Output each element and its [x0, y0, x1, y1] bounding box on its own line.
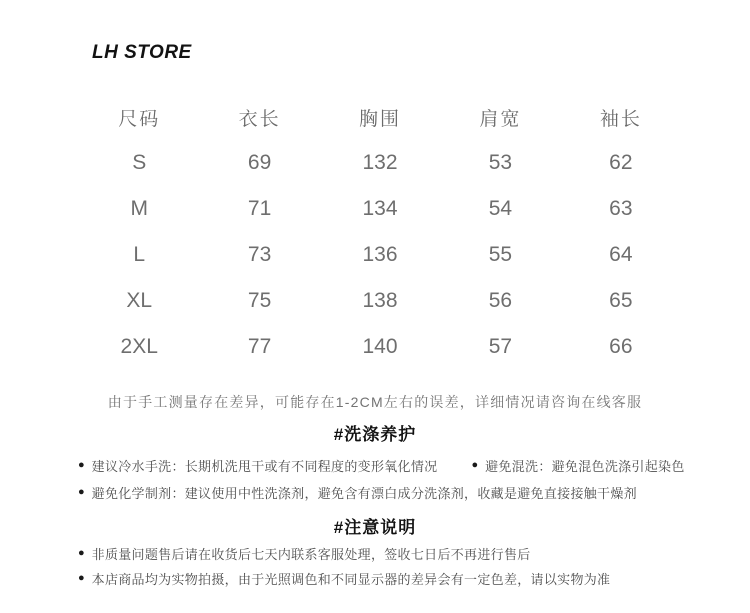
- bullet-icon: ●: [78, 572, 85, 584]
- size-table-cell: 138: [362, 289, 398, 312]
- wash-care-item-text: 避免混洗：避免混色洗涤引起染色: [485, 459, 685, 474]
- size-table-cell: 66: [609, 335, 633, 358]
- bullet-icon: ●: [78, 547, 85, 559]
- size-table-row: [79, 140, 681, 186]
- size-table-cell: 77: [247, 335, 272, 358]
- size-table-cell: 56: [488, 289, 513, 312]
- size-table-row: [79, 186, 681, 232]
- notice-item-text: 本店商品均为实物拍摄，由于光照调色和不同显示器的差异会有一定色差，请以实物为准: [91, 572, 611, 587]
- size-table-header-cell: 尺码: [118, 108, 161, 130]
- size-table-cell: 53: [488, 151, 513, 174]
- notice-line: [78, 569, 610, 588]
- size-table-cell: 2XL: [120, 335, 158, 358]
- size-table-header-cell: 胸围: [359, 108, 402, 130]
- wash-care-item: [471, 456, 684, 475]
- size-table-cell: XL: [126, 289, 153, 312]
- wash-care-line: [78, 456, 685, 475]
- wash-care-item: [78, 483, 637, 502]
- bullet-icon: ●: [78, 459, 85, 471]
- wash-care-item: [78, 456, 437, 475]
- size-table-cell: 134: [362, 197, 398, 220]
- notice-heading: #注意说明: [333, 518, 417, 537]
- size-table-header-cell: 袖长: [599, 108, 642, 130]
- size-table-cell: 57: [488, 335, 513, 358]
- size-table-cell: L: [133, 243, 146, 266]
- size-table-cell: M: [130, 197, 148, 220]
- size-table-row: [79, 278, 681, 324]
- size-table: [79, 94, 681, 370]
- size-table-cell: S: [132, 151, 147, 174]
- wash-care-heading: #洗涤养护: [333, 425, 417, 444]
- notice-line: [78, 544, 531, 563]
- measurement-disclaimer: 由于手工测量存在差异，可能存在1-2CM左右的误差，详细情况请咨询在线客服: [107, 394, 643, 410]
- size-table-cell: 65: [609, 289, 633, 312]
- size-table-cell: 69: [247, 151, 272, 174]
- size-table-cell: 132: [362, 151, 398, 174]
- notice-item-text: 非质量问题售后请在收货后七天内联系客服处理，签收七日后不再进行售后: [91, 547, 531, 562]
- size-table-row: [79, 232, 681, 278]
- size-table-cell: 71: [247, 197, 272, 220]
- size-table-cell: 55: [488, 243, 513, 266]
- size-table-cell: 140: [362, 335, 398, 358]
- size-table-cell: 64: [609, 243, 633, 266]
- bullet-icon: ●: [471, 459, 479, 471]
- wash-care-item-text: 避免化学制剂：建议使用中性洗涤剂，避免含有漂白成分洗涤剂，收藏是避免直接接触干燥剂: [91, 486, 637, 501]
- size-table-header-cell: 衣长: [238, 108, 281, 130]
- notice-item: [78, 569, 610, 588]
- bullet-icon: ●: [78, 486, 85, 498]
- size-table-header-row: [79, 94, 681, 140]
- size-table-cell: 63: [609, 197, 633, 220]
- size-table-cell: 62: [609, 151, 633, 174]
- size-table-cell: 136: [362, 243, 398, 266]
- size-table-cell: 54: [488, 197, 513, 220]
- size-table-cell: 75: [247, 289, 272, 312]
- size-table-header-cell: 肩宽: [479, 108, 522, 130]
- store-logo: LH STORE: [92, 42, 192, 63]
- size-table-row: [79, 324, 681, 370]
- notice-item: [78, 544, 531, 563]
- wash-care-line: [78, 483, 637, 502]
- size-table-cell: 73: [247, 243, 272, 266]
- wash-care-item-text: 建议冷水手洗：长期机洗甩干或有不同程度的变形氧化情况: [91, 459, 438, 474]
